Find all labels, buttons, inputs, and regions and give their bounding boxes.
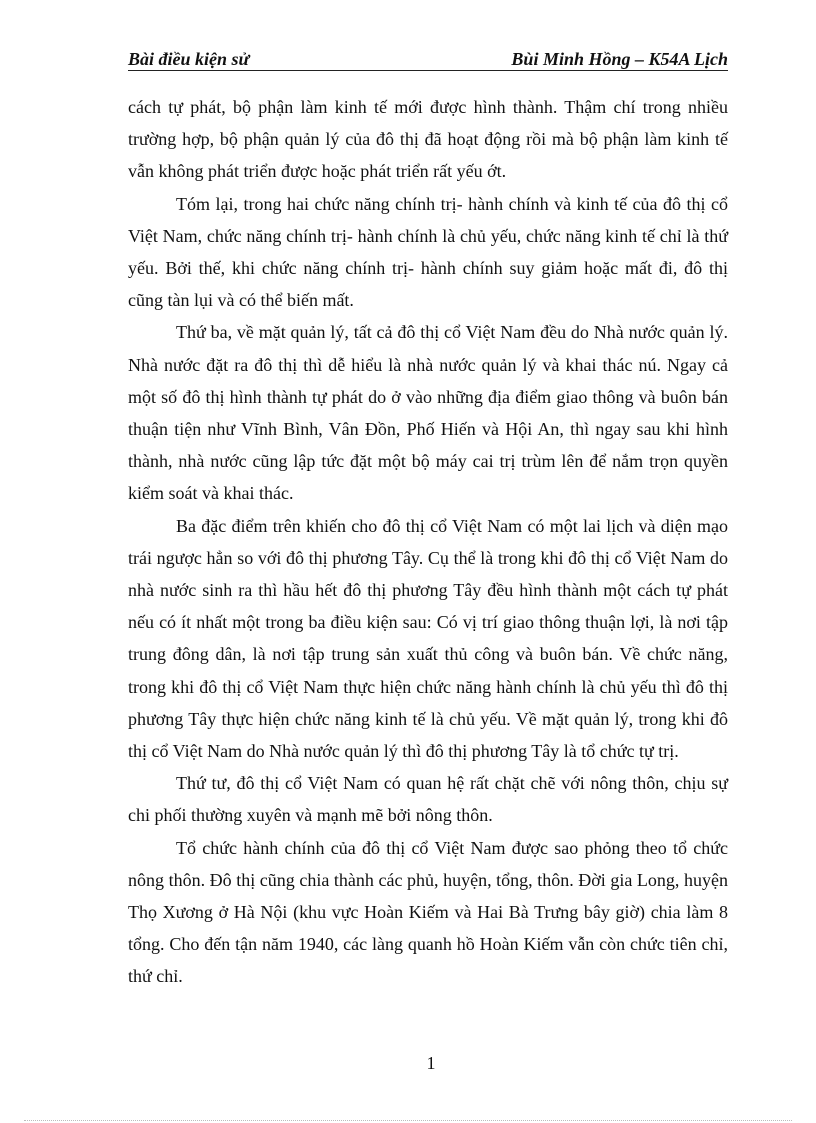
paragraph: Ba đặc điểm trên khiến cho đô thị cổ Việt Nam có một lai lịch và diện mạo trái ngược hẳn so với đô thị phương Tây. Cụ thể là trong khi đô thị cổ Việt Nam do nhà nước sinh ra thì hầu hết đô thị phương Tây đều hình thành một cách tự phát nếu có ít nhất một trong ba điều kiện sau: Có vị trí giao thông thuận lợi, là nơi tập trung đông dân, là nơi tập trung sản xuất thủ công và buôn bán. Về chức năng, trong khi đô thị cổ Việt Nam thực hiện chức năng hành chính là chủ yếu thì đô thị phương Tây thực hiện chức năng kinh tế là chủ yếu. Về mặt quản lý, trong khi đô thị cổ Việt Nam do Nhà nước quản lý thì đô thị phương Tây là tổ chức tự trị. [128, 515, 728, 762]
body-text [128, 91, 728, 993]
header-divider [128, 70, 728, 71]
paragraph: Thứ tư, đô thị cổ Việt Nam có quan hệ rất chặt chẽ với nông thôn, chịu sự chi phối thường xuyên và mạnh mẽ bởi nông thôn. [128, 773, 728, 826]
paragraph-continuation: cách tự phát, bộ phận làm kinh tế mới được hình thành. Thậm chí trong nhiều trường hợp, bộ phận quản lý của đô thị đã hoạt động rồi mà bộ phận làm kinh tế vẫn không phát triển được hoặc phát triển rất yếu ớt. [128, 97, 728, 182]
paragraph: Tổ chức hành chính của đô thị cổ Việt Nam được sao phỏng theo tổ chức nông thôn. Đô thị cũng chia thành các phủ, huyện, tổng, thôn. Đời gia Long, huyện Thọ Xương ở Hà Nội (khu vực Hoàn Kiếm và Hai Bà Trưng bây giờ) chia làm 8 tổng. Cho đến tận năm 1940, các làng quanh hồ Hoàn Kiếm vẫn còn chức tiên chỉ, thứ chỉ. [128, 837, 728, 987]
footer-divider [24, 1120, 792, 1121]
header-author: Bùi Minh Hồng – K54A Lịch [511, 49, 728, 69]
header-left-title: Bài điều kiện sử [128, 49, 250, 69]
page-number: 1 [426, 1053, 436, 1073]
paragraph: Tóm lại, trong hai chức năng chính trị- hành chính và kinh tế của đô thị cổ Việt Nam, chức năng chính trị- hành chính là chủ yếu, chức năng kinh tế chỉ là thứ yếu. Bởi thế, khi chức năng chính trị- hành chính suy giảm hoặc mất đi, đô thị cũng tàn lụi và có thể biến mất. [128, 193, 728, 311]
paragraph: Thứ ba, về mặt quản lý, tất cả đô thị cổ Việt Nam đều do Nhà nước quản lý. Nhà nước đặt ra đô thị thì dễ hiểu là nhà nước quản lý và khai thác nú. Ngay cả một số đô thị hình thành tự phát do ở vào những địa điểm giao thông và buôn bán thuận tiện như Vĩnh Bình, Vân Đồn, Phố Hiến và Hội An, thì ngay sau khi hình thành, nhà nước cũng lập tức đặt một bộ máy cai trị trùm lên để nắm trọn quyền kiểm soát và khai thác. [128, 322, 728, 504]
